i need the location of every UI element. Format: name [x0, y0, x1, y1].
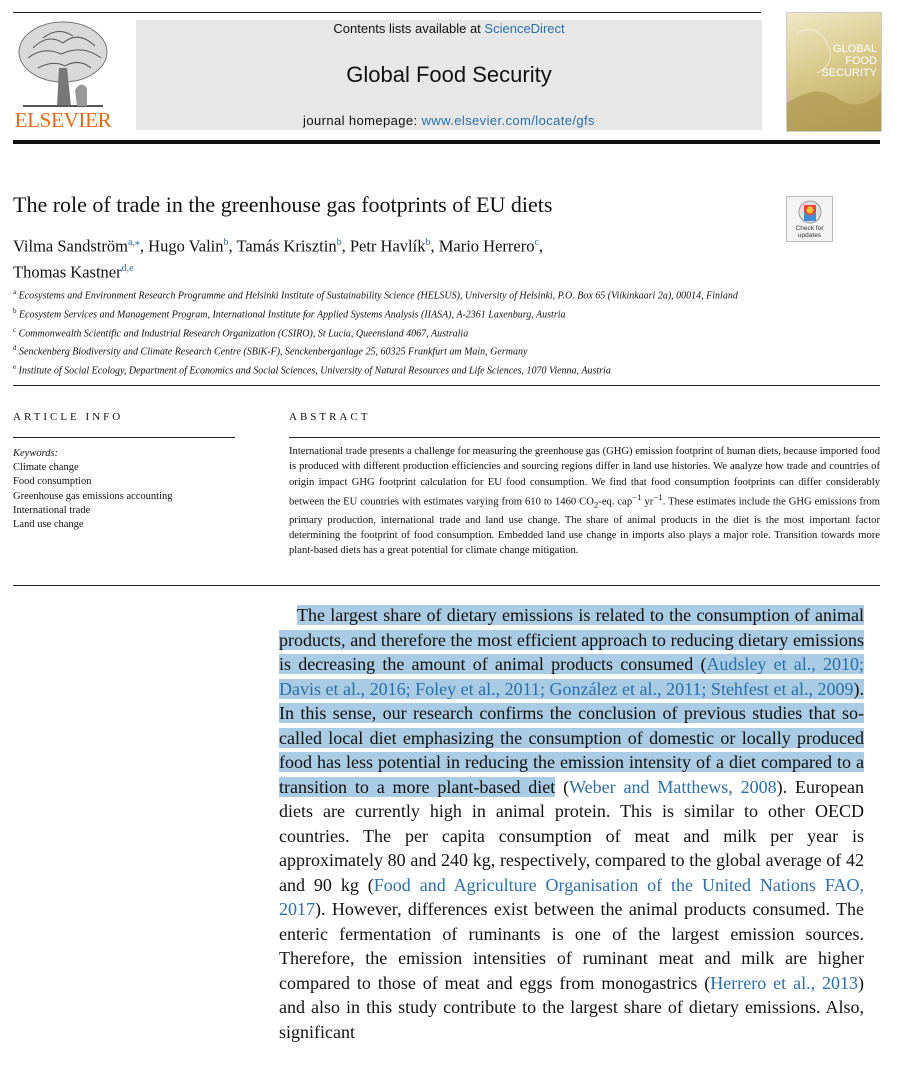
highlighted-text[interactable]: ). [853, 678, 864, 699]
abstract-part: . These estimates include the GHG emissions from primary production, international trade and land use change. The share of animal products in the diet is the most important factor determining the footprint of food consumption. Embedded land use change in imports also plays a major role. Transition towards more plant-based diets has a great potential for climate change mitigation. [289, 496, 880, 557]
abstract-superscript: −1 [653, 491, 663, 502]
section-divider [13, 585, 880, 586]
affil-key: a [13, 288, 17, 296]
body-paragraph [279, 603, 864, 1044]
affil-key: c [13, 325, 17, 334]
sciencedirect-link[interactable]: ScienceDirect [484, 21, 565, 36]
citation-link[interactable]: Herrero et al., 2013 [710, 972, 858, 993]
affil-key: d [13, 344, 17, 353]
publisher-name: ELSEVIER [14, 108, 112, 132]
abstract-subscript: 2 [593, 499, 599, 510]
author-name[interactable]: Thomas Kastner [13, 262, 122, 281]
abstract-part: International trade presents a challenge for measuring the greenhouse gas (GHG) emission footprint of human diets, because imported food is produced with different production efficiencies and sourcing regions differ in land use histories. We analyze how trade and countries of origin impact GHG footprint calculation for EU food consumption. We find that food consumption footprints can differ considerably between the EU countries with estimates varying from 610 to 1460 CO [289, 446, 881, 508]
body-text-segment: ). However, differences exist between the animal products consumed. The enteric fermentation of ruminants is one of the largest emission sources. Therefore, the emission intensities of ruminant meat and milk are higher compared to those of meat and eggs from monogastrics ( [279, 899, 864, 993]
author-affil[interactable]: b [336, 237, 342, 248]
affil-text: Ecosystem Services and Management Program, International Institute for Applied Systems Analysis (IIASA), A-2361 Laxenburg, Austria [19, 309, 566, 321]
keyword-item: Land use change [13, 519, 84, 531]
affil-text: Ecosystems and Environment Research Programme and Helsinki Institute of Sustainability Science (HELSUS), University of Helsinki, P.O. Box 65 (Viikinkaari 2a), 00014, Finland [18, 290, 738, 302]
check-for-updates-button[interactable] [786, 196, 833, 242]
crossmark-label-line: Check for [795, 225, 824, 232]
author-name[interactable]: Tamás Krisztin [236, 236, 337, 256]
author-affil[interactable]: d,e [121, 262, 134, 274]
journal-cover[interactable] [786, 12, 882, 132]
tree-icon [13, 18, 113, 110]
author-affil[interactable]: b [223, 237, 229, 248]
abstract-part: -eq. cap [598, 496, 633, 508]
header-top-rule [13, 12, 761, 13]
contents-prefix: Contents lists available at [333, 21, 481, 36]
homepage-line [136, 113, 762, 128]
journal-masthead [136, 20, 762, 130]
author-name[interactable]: Vilma Sandström [13, 236, 128, 256]
affiliations [13, 285, 793, 379]
highlighted-text[interactable]: The largest share of dietary emissions is related to the consumption of animal products, and therefore the most efficient approach to reducing dietary emissions is decreasing the amount of animal products consumed [279, 605, 864, 674]
affiliation-item [13, 304, 793, 323]
affil-text: Senckenberg Biodiversity and Climate Research Centre (SBiK-F), Senckenberganlage 25, 60325 Frankfurt am Main, Germany [19, 346, 528, 358]
affil-key: e [13, 363, 17, 372]
affiliation-item [13, 341, 793, 360]
body-text-segment: ) and also in this study contribute to the largest share of dietary emissions. Also, significant [279, 972, 864, 1042]
author-name[interactable]: Petr Havlík [349, 236, 426, 256]
keyword-item: Climate change [13, 462, 79, 474]
cover-title [821, 43, 877, 79]
author-affil[interactable]: a,⁎ [127, 237, 140, 248]
section-divider [13, 385, 880, 386]
keywords-block [13, 447, 235, 532]
author-name[interactable]: Hugo Valin [148, 236, 224, 256]
highlighted-text[interactable]: ( [693, 654, 707, 674]
author-list: Vilma Sandström$^{a,⁎}$, Hugo Valin$^b$, Tamás Krisztin$^b$, Petr Havlík$^b$, Mario Herrero$^c$, Thomas Kastner$^{d,e}$ [13, 236, 544, 281]
affil-text: Commonwealth Scientific and Industrial Research Organization (CSIRO), St Lucia, Queensland 4067, Australia [18, 327, 469, 339]
keywords-label: Keywords: [13, 448, 59, 459]
article-info-rule [13, 437, 235, 438]
abstract-rule [289, 437, 880, 438]
cover-line: FOOD [845, 55, 877, 67]
affil-key: b [13, 306, 17, 315]
cover-line: SECURITY [821, 67, 877, 79]
affiliation-item [13, 323, 793, 342]
body-text-segment: ( [555, 776, 570, 797]
crossmark-label-line: updates [797, 232, 822, 239]
article-info-heading: ARTICLE INFO [13, 411, 124, 423]
homepage-prefix: journal homepage: [303, 113, 418, 128]
body-text-segment: European diets are currently high in animal protein. This is similar to other OECD countries. The per capita consumption of meat and milk per year is approximately 80 and 240 kg, respectively, compared to the global average of 42 and 90 kg ( [279, 776, 864, 895]
author-affil[interactable]: b [425, 237, 431, 248]
author-name[interactable]: Mario Herrero [438, 236, 535, 256]
contents-line [136, 21, 762, 36]
header-bottom-rule [13, 140, 880, 144]
publisher-logo[interactable] [13, 18, 113, 133]
highlighted-text[interactable]: In this sense, our research confirms the conclusion of previous studies that so-called local diet emphasizing the consumption of domestic or locally produced food has less potential in reducing the emission intensity of a diet compared to a transition to a more plant-based diet [279, 703, 864, 797]
affil-text: Institute of Social Ecology, Department of Economics and Social Sciences, University of Natural Resources and Life Sciences, 1070 Vienna, Austria [18, 365, 611, 377]
affiliation-item [13, 285, 793, 304]
author-affil[interactable]: c [534, 237, 539, 248]
keyword-item: Greenhouse gas emissions accounting [13, 490, 173, 502]
citation-link[interactable]: Food and Agriculture Organisation of the United Nations FAO, 2017 [279, 874, 864, 919]
article-title: The role of trade in the greenhouse gas footprints of EU diets [13, 192, 553, 217]
citation-link[interactable]: Weber and Matthews, 2008 [569, 776, 777, 797]
abstract-text [289, 444, 880, 559]
citation-link[interactable]: Audsley et al., 2010; Davis et al., 2016; Foley et al., 2011; González et al., 2011; Stehfest et al., 2009 [279, 654, 864, 699]
journal-title: Global Food Security [346, 62, 552, 87]
cover-line: GLOBAL [832, 43, 877, 55]
abstract-heading: ABSTRACT [289, 411, 371, 423]
crossmark-label [787, 225, 832, 239]
keyword-item: International trade [13, 504, 91, 516]
body-text-segment: ). [776, 776, 788, 797]
affiliation-item [13, 360, 793, 379]
crossmark-icon [795, 199, 825, 227]
abstract-part: yr [641, 496, 654, 508]
keyword-item: Food consumption [13, 476, 92, 488]
abstract-superscript: −1 [632, 491, 642, 502]
homepage-link[interactable]: www.elsevier.com/locate/gfs [421, 113, 595, 128]
